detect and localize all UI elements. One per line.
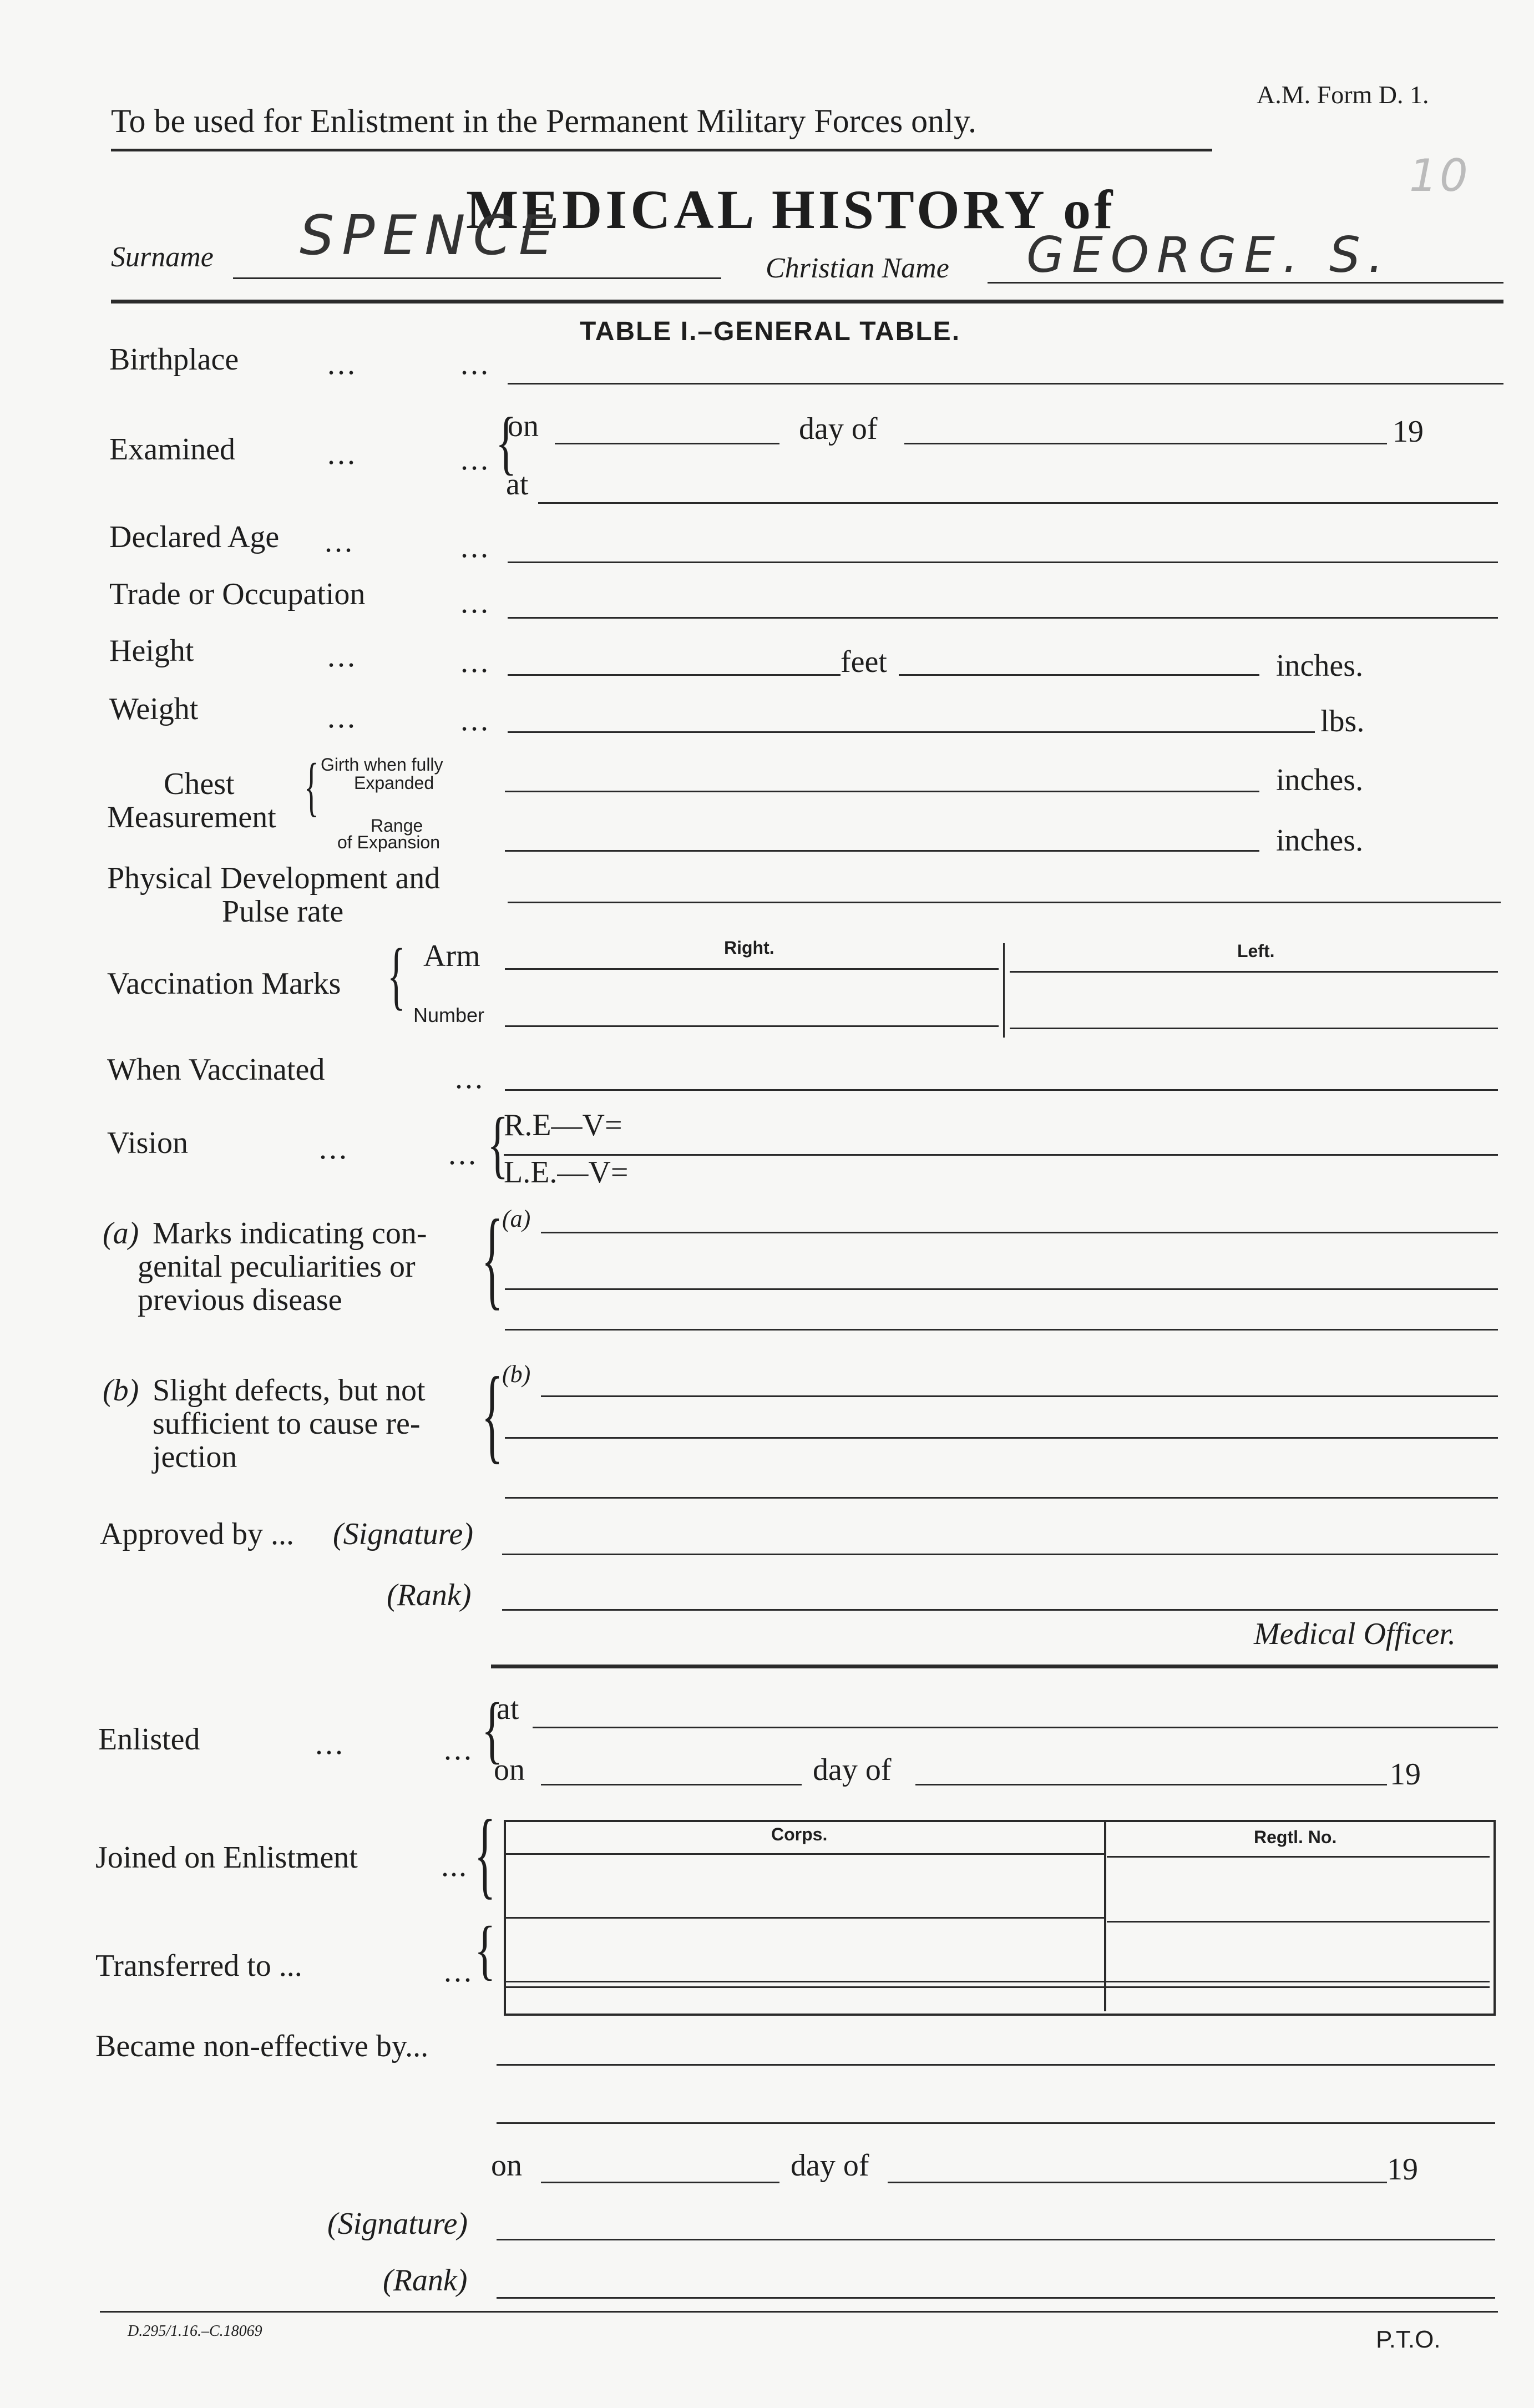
non-effective-label: Became non-effective by... <box>95 2029 429 2063</box>
usage-note: To be used for Enlistment in the Permanent Military Forces only. <box>111 103 976 139</box>
enlisted-label: Enlisted <box>98 1722 200 1757</box>
stamp-mark: 10 <box>1409 150 1470 201</box>
examined-day-line[interactable] <box>904 443 1387 444</box>
section-rule <box>491 1665 1498 1668</box>
trade-label: Trade or Occupation <box>109 577 366 611</box>
weight-line[interactable] <box>508 731 1315 733</box>
surname-line <box>233 277 721 279</box>
birthplace-line[interactable] <box>508 383 1503 385</box>
height-inches-line[interactable] <box>899 674 1259 676</box>
joined-corps-line[interactable] <box>506 1917 1104 1919</box>
marks-a-line-2[interactable] <box>505 1288 1498 1290</box>
header-rule <box>111 300 1503 303</box>
birthplace-label: Birthplace <box>109 342 239 377</box>
christian-name-value[interactable]: GEORGE. S. <box>1026 226 1391 284</box>
usage-underline <box>111 149 1212 151</box>
surname-label: Surname <box>111 241 214 273</box>
enlisted-on-line[interactable] <box>541 1784 802 1785</box>
form-number: A.M. Form D. 1. <box>1257 80 1429 109</box>
when-vaccinated-label: When Vaccinated <box>107 1053 325 1087</box>
declared-age-label: Declared Age <box>109 520 280 554</box>
vision-label: Vision <box>107 1126 188 1160</box>
declared-age-line[interactable] <box>508 561 1498 563</box>
marks-a-label: Marks indicating con- <box>153 1216 427 1251</box>
footer-rule <box>100 2311 1498 2313</box>
non-effective-line-2[interactable] <box>497 2122 1495 2124</box>
pto-label: P.T.O. <box>1376 2326 1441 2353</box>
print-code: D.295/1.16.–C.18069 <box>128 2323 262 2340</box>
vaccination-number-right-line[interactable] <box>505 1025 999 1027</box>
joined-regtl-line[interactable] <box>1107 1921 1490 1923</box>
transferred-corps-line[interactable] <box>506 1981 1490 1982</box>
non-effective-rank-line[interactable] <box>497 2297 1495 2299</box>
table-title: TABLE I.–GENERAL TABLE. <box>580 317 961 346</box>
non-effective-on-line[interactable] <box>541 2182 779 2183</box>
height-feet-line[interactable] <box>508 674 841 676</box>
weight-label: Weight <box>109 692 199 726</box>
surname-value[interactable]: SPENCE <box>300 204 561 267</box>
when-vaccinated-line[interactable] <box>505 1089 1498 1091</box>
approved-rank-line[interactable] <box>502 1609 1498 1611</box>
non-effective-day-line[interactable] <box>888 2182 1387 2183</box>
approved-by-label: Approved by ... <box>100 1517 294 1551</box>
vaccination-number-left-line[interactable] <box>1010 1028 1498 1029</box>
corps-header: Corps. <box>771 1824 828 1844</box>
vaccination-arm-right-line[interactable] <box>505 968 999 970</box>
marks-b-label: Slight defects, but not <box>153 1373 426 1408</box>
non-effective-signature-line[interactable] <box>497 2239 1495 2240</box>
marks-a-line-1[interactable] <box>541 1232 1498 1233</box>
vaccination-label: Vaccination Marks <box>107 967 341 1001</box>
regtl-no-header: Regtl. No. <box>1254 1827 1337 1847</box>
examined-at-line[interactable] <box>538 502 1498 504</box>
approved-signature-line[interactable] <box>502 1554 1498 1555</box>
examined-label: Examined <box>109 432 236 467</box>
enlisted-at-line[interactable] <box>533 1727 1498 1728</box>
joined-label: Joined on Enlistment <box>95 1840 358 1875</box>
chest-range-line[interactable] <box>505 850 1259 852</box>
height-label: Height <box>109 634 194 668</box>
non-effective-rank-label: (Rank) <box>383 2263 468 2298</box>
transferred-label: Transferred to ... <box>95 1949 302 1983</box>
christian-name-line <box>988 282 1503 284</box>
chest-girth-line[interactable] <box>505 791 1259 792</box>
medical-officer-label: Medical Officer. <box>1254 1617 1456 1651</box>
chest-label: Chest <box>164 767 235 801</box>
marks-a-line-3[interactable] <box>505 1329 1498 1331</box>
marks-b-line-3[interactable] <box>505 1497 1498 1499</box>
vision-re-line[interactable] <box>504 1154 1498 1156</box>
christian-name-label: Christian Name <box>766 252 949 284</box>
physical-label: Physical Development and <box>107 861 441 896</box>
enlisted-day-line[interactable] <box>915 1784 1387 1785</box>
non-effective-line-1[interactable] <box>497 2064 1495 2066</box>
vaccination-arm-left-line[interactable] <box>1010 971 1498 973</box>
trade-line[interactable] <box>508 617 1498 619</box>
non-effective-signature-label: (Signature) <box>327 2207 468 2241</box>
examined-on-line[interactable] <box>555 443 779 444</box>
marks-b-line-1[interactable] <box>541 1395 1498 1397</box>
page-title: MEDICAL HISTORY of <box>466 179 1116 240</box>
marks-b-line-2[interactable] <box>505 1437 1498 1439</box>
physical-line[interactable] <box>508 902 1501 903</box>
